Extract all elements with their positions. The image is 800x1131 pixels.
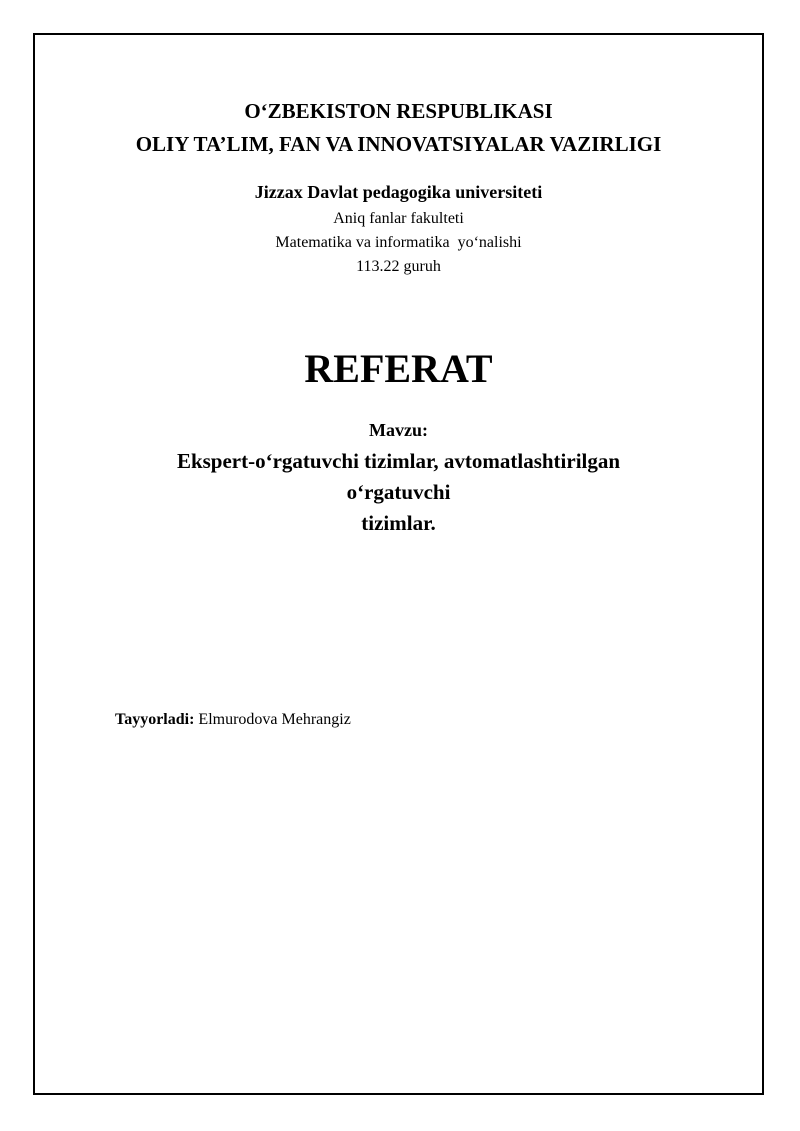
author-name: Elmurodova Mehrangiz xyxy=(198,711,351,728)
university-name: Jizzax Davlat pedagogika universiteti xyxy=(254,182,543,202)
document-type-title: REFERAT xyxy=(304,346,493,391)
prepared-by xyxy=(115,711,351,729)
topic-line-3: tizimlar. xyxy=(361,511,436,535)
direction-name: Matematika va informatika yo‘nalishi xyxy=(275,234,522,251)
group-number: 113.22 guruh xyxy=(356,258,441,275)
country-title: O‘ZBEKISTON RESPUBLIKASI xyxy=(244,99,553,123)
faculty-name: Aniq fanlar fakulteti xyxy=(333,210,464,227)
topic-line-2: o‘rgatuvchi xyxy=(346,480,451,504)
ministry-title: OLIY TA’LIM, FAN VA INNOVATSIYALAR VAZIRLIGI xyxy=(135,132,662,156)
topic-label: Mavzu: xyxy=(369,420,428,440)
topic-line-1: Ekspert-o‘rgatuvchi tizimlar, avtomatlashtirilgan xyxy=(176,449,621,473)
prepared-by-label: Tayyorladi: xyxy=(115,711,195,728)
